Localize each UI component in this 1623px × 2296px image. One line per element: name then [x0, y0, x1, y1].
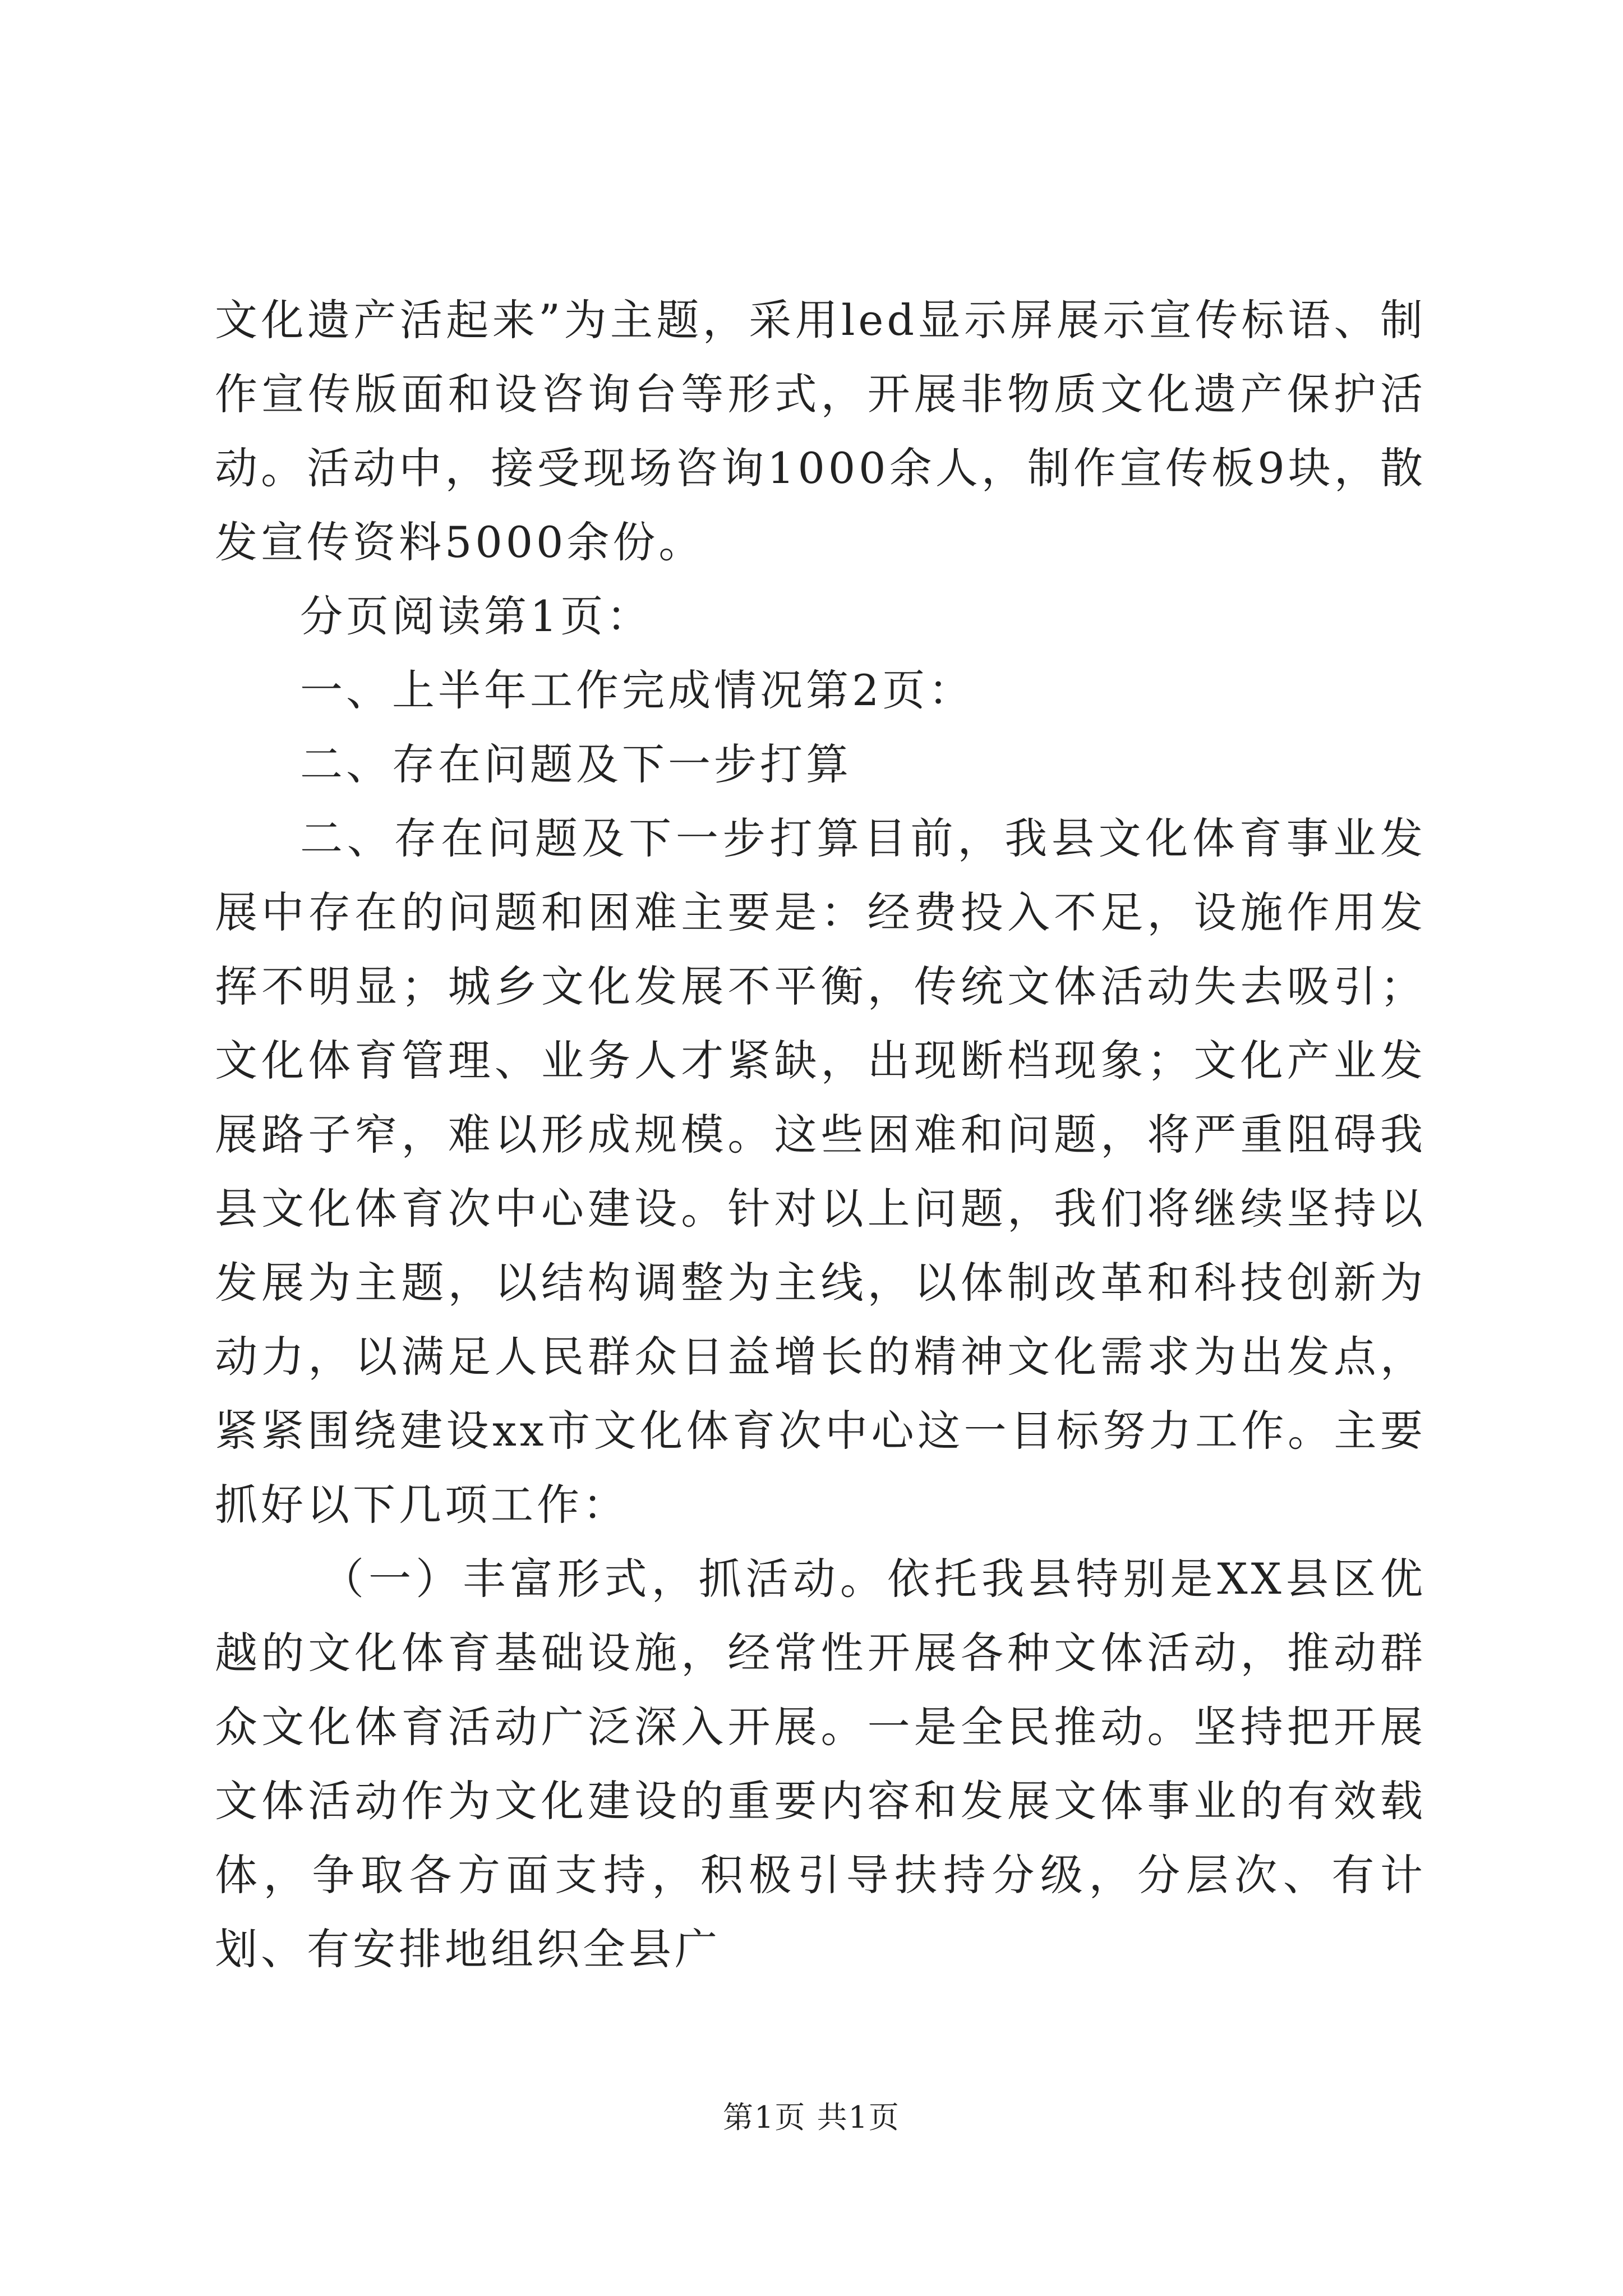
paragraph-page-reading: 分页阅读第1页： [300, 591, 653, 641]
paragraph-problems-and-plans: 二、存在问题及下一步打算目前，我县文化体育事业发展中存在的问题和困难主要是：经费投入不足，设施作用发挥不明显；城乡文化发展不平衡，传统文体活动失去吸引；文化体育管理、业务人才紧缺，出现断档现象；文化产业发展路子窄，难以形成规模。这些困难和问题，将严重阻碍我县文化体育次中心建设。针对以上问题，我们将继续坚持以发展为主题，以结构调整为主线，以体制改革和科技创新为动力，以满足人民群众日益增长的精神文化需求为出发点，紧紧围绕建设xx市文化体育次中心这一目标努力工作。主要抓好以下几项工作： [215, 813, 1426, 1530]
document-body [215, 283, 1426, 1986]
paragraph-first-half-summary: 一、上半年工作完成情况第2页： [300, 665, 975, 715]
page-footer: 第1页 共1页 [723, 2100, 900, 2135]
paragraph-item-one: （一）丰富形式，抓活动。依托我县特别是XX县区优越的文化体育基础设施，经常性开展各种文体活动，推动群众文化体育活动广泛深入开展。一是全民推动。坚持把开展文体活动作为文化建设的重要内容和发展文体事业的有效载体，争取各方面支持，积极引导扶持分级，分层次、有计划、有安排地组织全县广 [215, 1554, 1426, 1974]
paragraph-section-heading: 二、存在问题及下一步打算 [300, 739, 852, 789]
paragraph-continuation: 文化遗产活起来”为主题，采用led显示屏展示宣传标语、制作宣传版面和设咨询台等形式，开展非物质文化遗产保护活动。活动中，接受现场咨询1000余人，制作宣传板9块，散发宣传资料5000余份。 [215, 295, 1426, 567]
